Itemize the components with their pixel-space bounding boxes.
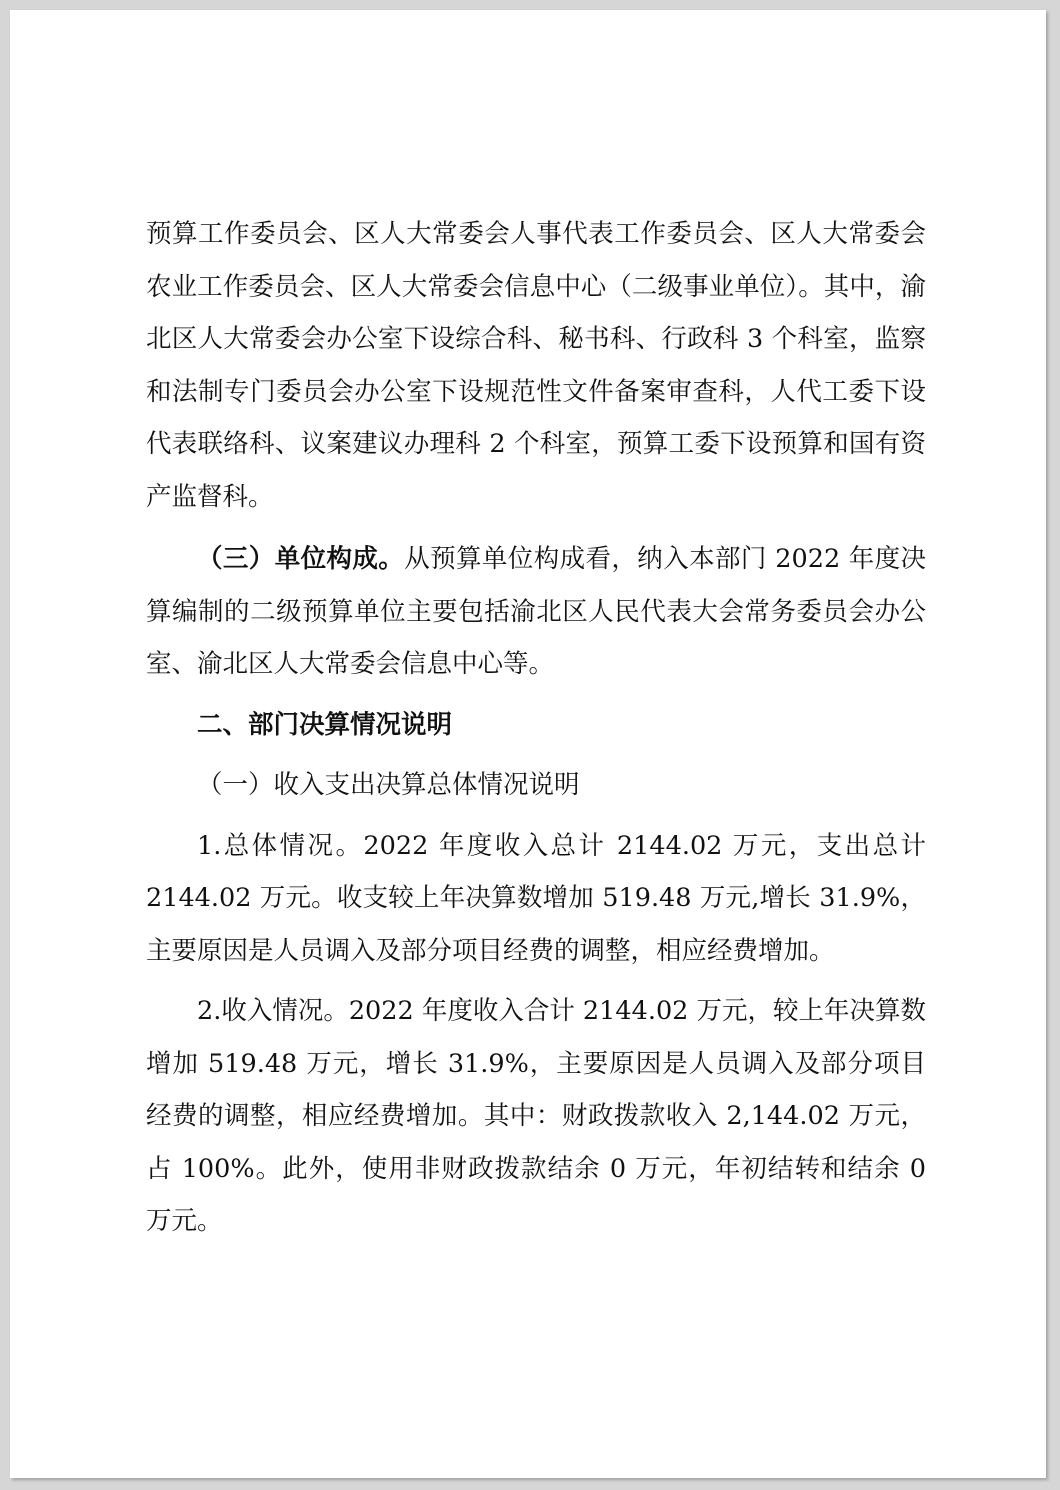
unit-composition-text: 从预算单位构成看，纳入本部门 2022 年度决算编制的二级预算单位主要包括渝北区人民代表大会常务委员会办公室、渝北区人大常委会信息中心等。 [146, 544, 926, 679]
paragraph-organization-structure: 预算工作委员会、区人大常委会人事代表工作委员会、区人大常委会农业工作委员会、区人大常委会信息中心（二级事业单位）。其中，渝北区人大常委会办公室下设综合科、秘书科、行政科 3 个科室，监察和法制专门委员会办公室下设规范性文件备案审查科，人代工委下设代表联络科、议案建议办理科 2 个科室，预算工委下设预算和国有资产监督科。 [146, 219, 926, 512]
document-page [10, 10, 1046, 1478]
section-heading-unit-composition: （三）单位构成。 [197, 544, 405, 574]
document-body [146, 208, 926, 1248]
section-heading-department-accounts: 二、部门决算情况说明 [197, 709, 453, 740]
paragraph-income-situation: 2.收入情况。2022 年度收入合计 2144.02 万元，较上年决算数增加 519.48 万元，增长 31.9%，主要原因是人员调入及部分项目经费的调整，相应经费增加。其中：财政拨款收入 2,144.02 万元，占 100%。此外，使用非财政拨款结余 0 万元，年初结转和结余 0 万元。 [146, 996, 926, 1236]
paragraph-overall-situation: 1.总体情况。2022 年度收入总计 2144.02 万元，支出总计 2144.02 万元。收支较上年决算数增加 519.48 万元,增长 31.9%，主要原因是人员调入及部分项目经费的调整，相应经费增加。 [146, 830, 926, 966]
subsection-heading-income-expense: （一）收入支出决算总体情况说明 [197, 770, 580, 800]
paragraph-unit-composition [146, 533, 926, 691]
